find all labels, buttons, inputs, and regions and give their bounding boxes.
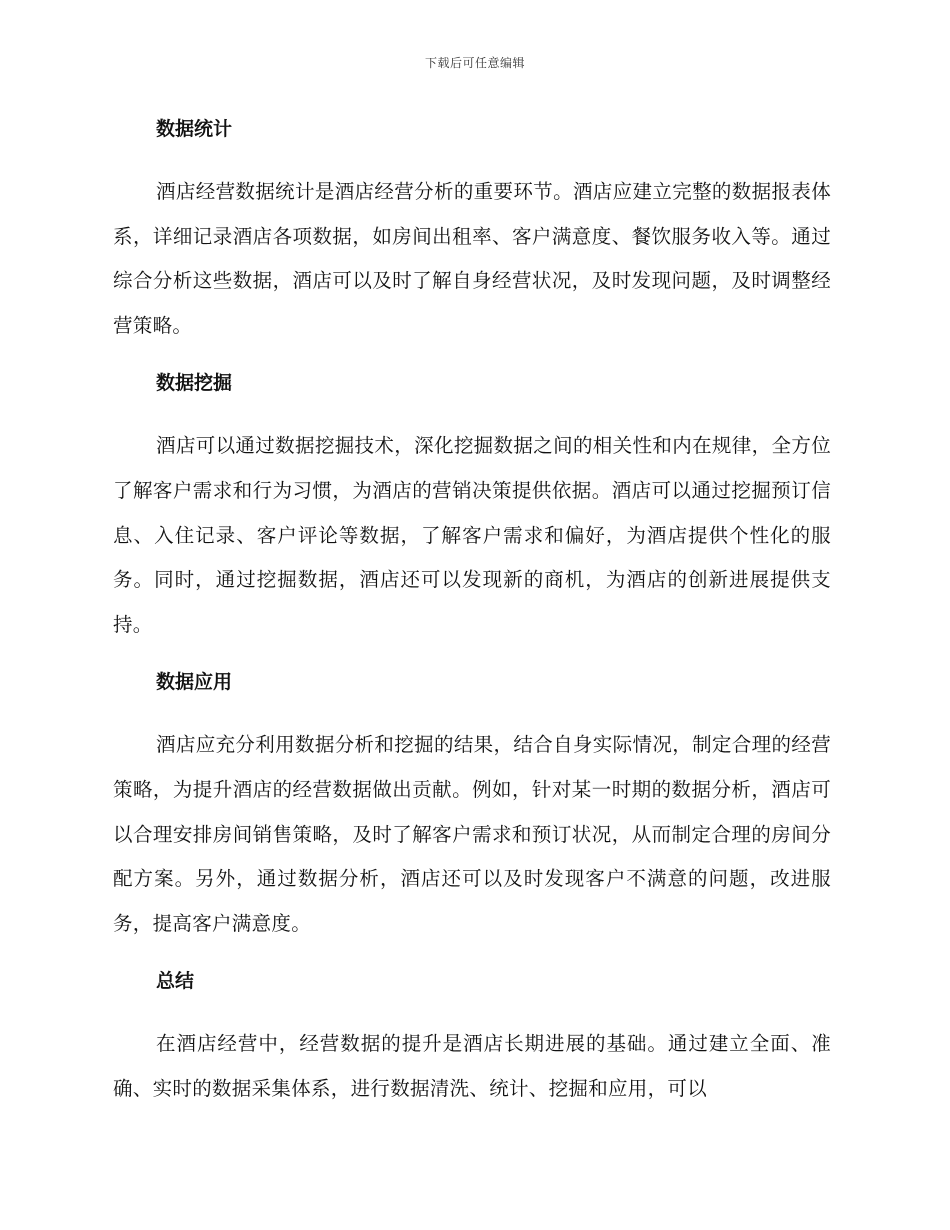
page-header: 下载后可任意编辑 bbox=[424, 56, 525, 70]
document-body bbox=[113, 112, 831, 1112]
section-paragraph-summary: 在酒店经营中，经营数据的提升是酒店长期进展的基础。通过建立全面、准确、实时的数据采集体系，进行数据清洗、统计、挖掘和应用，可以 bbox=[113, 1032, 831, 1100]
section-paragraph-application: 酒店应充分利用数据分析和挖掘的结果，结合自身实际情况，制定合理的经营策略，为提升酒店的经营数据做出贡献。例如，针对某一时期的数据分析，酒店可以合理安排房间销售策略，及时了解客户需求和预订状况，从而制定合理的房间分配方案。另外，通过数据分析，酒店还可以及时发现客户不满意的问题，改进服务，提高客户满意度。 bbox=[113, 733, 831, 935]
section-paragraph-statistics: 酒店经营数据统计是酒店经营分析的重要环节。酒店应建立完整的数据报表体系，详细记录酒店各项数据，如房间出租率、客户满意度、餐饮服务收入等。通过综合分析这些数据，酒店可以及时了解自身经营状况，及时发现问题，及时调整经营策略。 bbox=[113, 180, 831, 337]
section-title-mining: 数据挖掘 bbox=[156, 372, 233, 395]
section-title-statistics: 数据统计 bbox=[156, 118, 233, 140]
section-title-summary: 总结 bbox=[156, 970, 195, 993]
section-title-application: 数据应用 bbox=[156, 671, 233, 694]
section-paragraph-mining: 酒店可以通过数据挖掘技术，深化挖掘数据之间的相关性和内在规律，全方位了解客户需求和行为习惯，为酒店的营销决策提供依据。酒店可以通过挖掘预订信息、入住记录、客户评论等数据，了解客户需求和偏好，为酒店提供个性化的服务。同时，通过挖掘数据，酒店还可以发现新的商机，为酒店的创新进展提供支持。 bbox=[113, 434, 831, 636]
